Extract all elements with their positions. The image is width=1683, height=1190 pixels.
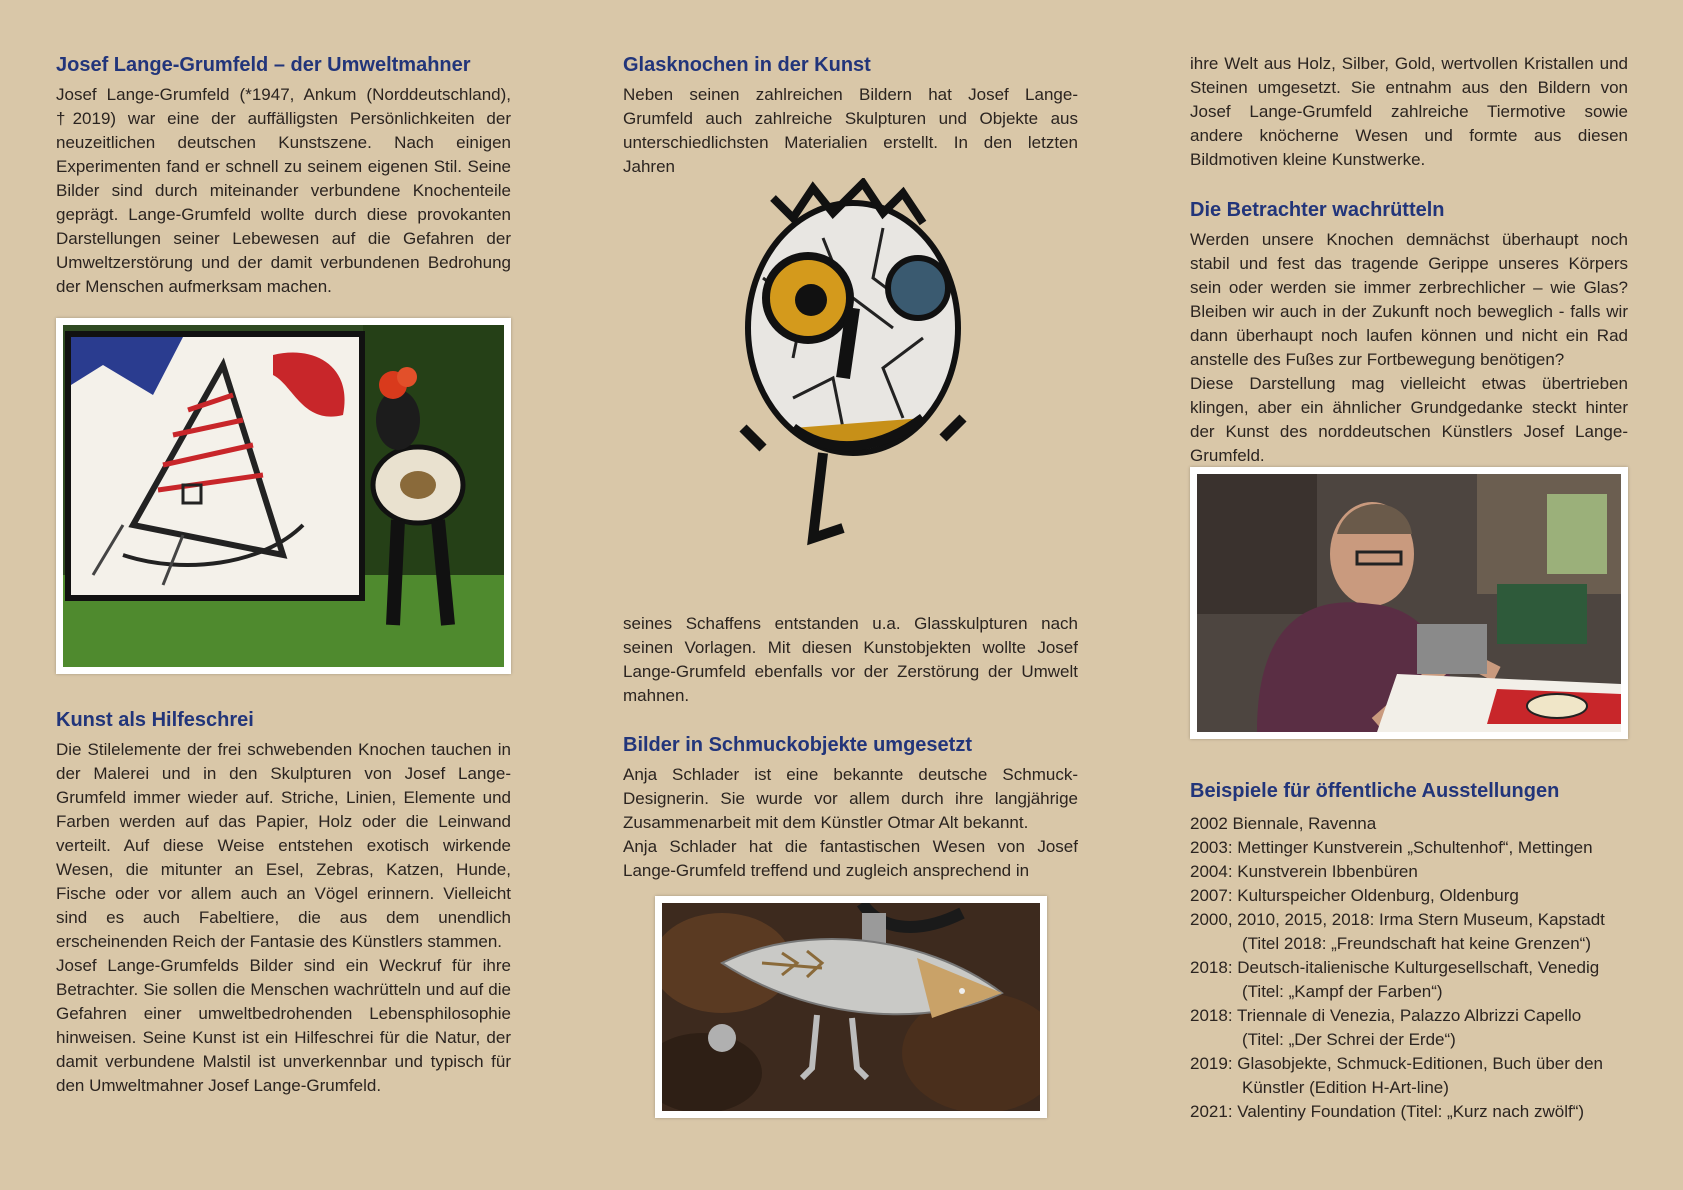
exhibition-text: 2018: Deutsch-italienische Kulturgesellschaft, Venedig bbox=[1190, 958, 1600, 977]
paragraph-anja-schlader: Anja Schlader ist eine bekannte deutsche Schmuck-Designerin. Sie wurde vor allem durch ihre langjährige Zusammenarbeit mit dem Künstler Otmar Alt bekannt. bbox=[623, 765, 1078, 832]
exhibition-item bbox=[1190, 956, 1650, 1004]
exhibition-item bbox=[1190, 908, 1650, 956]
exhibition-subtitle: (Titel: „Kampf der Farben“) bbox=[1242, 982, 1443, 1001]
paragraph-intro: Josef Lange-Grumfeld (*1947, Ankum (Norddeutschland), †2019) war eine der auffälligsten Persönlichkeiten der neuzeitlichen deutschen Kunstszene. Nach einigen Experimenten fand er schnell zu seinem eigenen Stil. Seine Bilder sind durch miteinander verbundene Knochenteile geprägt. Lange-Grumfeld wollte durch diese provokanten Darstellungen seiner Lebewesen auf die Gefahren der Umweltzerstörung und der damit verbundenen Bedrohung der Menschen aufmerksam machen. bbox=[56, 85, 511, 296]
exhibition-text: 2018: Triennale di Venezia, Palazzo Albrizzi Capello bbox=[1190, 1006, 1582, 1025]
heading-hilfeschrei: Kunst als Hilfeschrei bbox=[56, 709, 254, 731]
glass-sculpture-image bbox=[733, 178, 973, 578]
exhibition-text: 2007: Kulturspeicher Oldenburg, Oldenburg bbox=[1190, 886, 1519, 905]
artist-photo bbox=[1190, 467, 1628, 739]
heading-ausstellungen: Beispiele für öffentliche Ausstellungen bbox=[1190, 780, 1560, 802]
paragraph-anja-wesen: Anja Schlader hat die fantastischen Wesen von Josef Lange-Grumfeld treffend und zugleich ansprechend in bbox=[623, 837, 1078, 880]
exhibition-item bbox=[1190, 836, 1650, 860]
exhibition-subtitle: (Titel: „Der Schrei der Erde“) bbox=[1242, 1030, 1456, 1049]
heading-betrachter: Die Betrachter wachrütteln bbox=[1190, 199, 1445, 221]
exhibition-text: 2003: Mettinger Kunstverein „Schultenhof“, Mettingen bbox=[1190, 838, 1593, 857]
paragraph-stilelemente: Die Stilelemente der frei schwebenden Knochen tauchen in der Malerei und in den Skulpturen von Josef Lange-Grumfeld immer wieder auf. Striche, Linien, Elemente und Farben werden auf das Papier, Holz oder die Leinwand verteilt. Auf diese Weise entstehen exotisch wirkende Wesen, die mitunter an Esel, Zebras, Katzen, Hunde, Fische oder vor allem auch an Vögel erinnern. Vielleicht sind es auch Fabeltiere, die aus dem unendlich erscheinenden Reich der Fantasie des Künstlers stammen. bbox=[56, 740, 511, 951]
exhibition-item bbox=[1190, 860, 1650, 884]
paragraph-darstellung: Diese Darstellung mag vielleicht etwas übertrieben klingen, aber ein ähnlicher Grundgedanke steckt hinter der Kunst des norddeutschen Künstlers Josef Lange-Grumfeld. bbox=[1190, 374, 1628, 465]
exhibition-subtitle: Künstler (Edition H-Art-line) bbox=[1242, 1078, 1449, 1097]
paragraph-schaffens: seines Schaffens entstanden u.a. Glasskulpturen nach seinen Vorlagen. Mit diesen Kunstobjekten wollte Josef Lange-Grumfeld ebenfalls vor der Zerstörung der Umwelt mahnen. bbox=[623, 614, 1078, 705]
exhibition-text: 2004: Kunstverein Ibbenbüren bbox=[1190, 862, 1418, 881]
exhibition-subtitle: (Titel 2018: „Freundschaft hat keine Grenzen“) bbox=[1242, 934, 1591, 953]
jewelry-photo bbox=[655, 896, 1047, 1118]
heading-umweltmahner: Josef Lange-Grumfeld – der Umweltmahner bbox=[56, 54, 471, 76]
paragraph-weckruf: Josef Lange-Grumfelds Bilder sind ein Weckruf für ihre Betrachter. Sie sollen die Menschen wachrütteln und auf die Gefahren einer umweltbedrohenden Lebensphilosophie hinweisen. Seine Kunst ist ein Hilfeschrei für die Natur, der damit verbundene Malstil ist unverkennbar und typisch für den Umweltmahner Josef Lange-Grumfeld. bbox=[56, 956, 511, 1095]
exhibition-list bbox=[1190, 812, 1650, 1124]
painting-photo bbox=[56, 318, 511, 674]
exhibition-text: 2019: Glasobjekte, Schmuck-Editionen, Buch über den bbox=[1190, 1054, 1603, 1073]
paragraph-knochen-frage: Werden unsere Knochen demnächst überhaupt noch stabil und fest das tragende Gerippe unseres Körpers sein oder werden sie immer zerbrechlicher – wie Glas? Bleiben wir auch in der Zukunft noch beweglich - falls wir dann überhaupt noch laufen können und nicht ein Rad anstelle des Fußes zur Fortbewegung benötigen? bbox=[1190, 230, 1628, 369]
exhibition-item bbox=[1190, 812, 1650, 836]
exhibition-text: 2021: Valentiny Foundation (Titel: „Kurz nach zwölf“) bbox=[1190, 1102, 1585, 1121]
heading-glasknochen: Glasknochen in der Kunst bbox=[623, 54, 871, 76]
exhibition-item bbox=[1190, 1052, 1650, 1100]
heading-schmuckobjekte: Bilder in Schmuckobjekte umgesetzt bbox=[623, 734, 972, 756]
exhibition-text: 2002 Biennale, Ravenna bbox=[1190, 814, 1377, 833]
exhibition-item bbox=[1190, 884, 1650, 908]
exhibition-item bbox=[1190, 1004, 1650, 1052]
exhibition-item bbox=[1190, 1100, 1650, 1124]
exhibition-text: 2000, 2010, 2015, 2018: Irma Stern Museum, Kapstadt bbox=[1190, 910, 1605, 929]
paragraph-holz-silber: ihre Welt aus Holz, Silber, Gold, wertvollen Kristallen und Steinen umgesetzt. Sie entnahm aus den Bildern von Josef Lange-Grumfeld zahlreiche Tiermotive sowie andere knöcherne Wesen und formte aus diesen Bildmotiven kleine Kunstwerke. bbox=[1190, 54, 1628, 169]
paragraph-skulpturen: Neben seinen zahlreichen Bildern hat Josef Lange-Grumfeld auch zahlreiche Skulpturen und Objekte aus unterschiedlichsten Materialien erstellt. In den letzten Jahren bbox=[623, 85, 1078, 176]
